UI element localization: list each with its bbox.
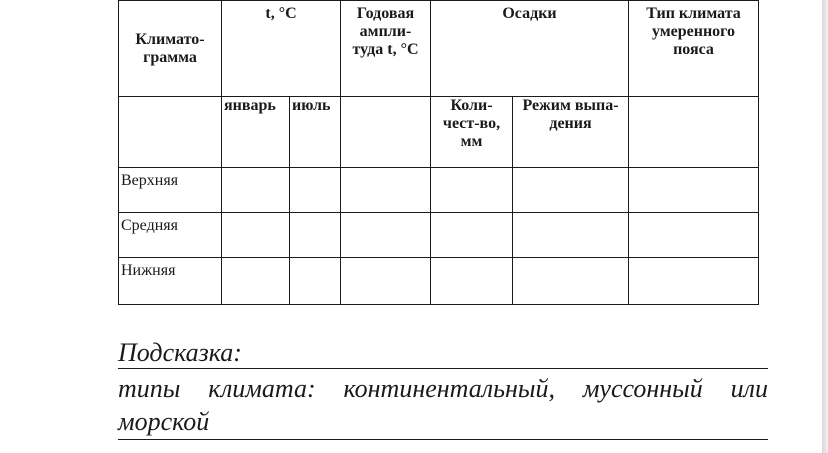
table-cell bbox=[513, 258, 629, 305]
hint-text-line: морской bbox=[118, 407, 210, 436]
subheader-empty-cell bbox=[629, 97, 759, 168]
table-row bbox=[119, 213, 759, 258]
row-label: Нижняя bbox=[119, 258, 222, 305]
table-cell bbox=[222, 168, 290, 213]
row-label: Верхняя bbox=[119, 168, 222, 213]
subheader-regime-text: Режим выпа-дения bbox=[522, 97, 619, 132]
table-cell bbox=[341, 213, 431, 258]
header-amplitude bbox=[341, 1, 431, 97]
climate-table bbox=[118, 0, 759, 305]
table-cell bbox=[431, 168, 513, 213]
subheader-amount-text: Коли-чест-во, мм bbox=[442, 97, 501, 150]
table-cell bbox=[431, 213, 513, 258]
table-cell bbox=[513, 168, 629, 213]
table-row bbox=[119, 258, 759, 305]
table-cell bbox=[290, 258, 341, 305]
header-row bbox=[119, 1, 759, 97]
table-cell bbox=[222, 213, 290, 258]
subheader-empty-cell bbox=[119, 97, 222, 168]
table-cell bbox=[222, 258, 290, 305]
header-precipitation: Осадки bbox=[431, 1, 629, 97]
subheader-empty-cell bbox=[341, 97, 431, 168]
subheader-amount bbox=[431, 97, 513, 168]
header-climate-type-text: Тип климата умеренного пояса bbox=[646, 5, 741, 58]
subheader-january: январь bbox=[222, 97, 290, 168]
subheader-july: июль bbox=[290, 97, 341, 168]
table-row bbox=[119, 168, 759, 213]
header-climatogram bbox=[119, 1, 222, 97]
header-amplitude-text: Годовая ампли-туда t, °C bbox=[352, 5, 419, 58]
row-label: Средняя bbox=[119, 213, 222, 258]
header-temperature: t, °C bbox=[222, 1, 341, 97]
subheader-row bbox=[119, 97, 759, 168]
table-cell bbox=[290, 168, 341, 213]
header-climatogram-text: Климато-грамма bbox=[135, 30, 205, 66]
hint-title: Подсказка: bbox=[118, 338, 242, 367]
header-climate-type bbox=[629, 1, 759, 97]
table-cell bbox=[629, 258, 759, 305]
table-cell bbox=[341, 168, 431, 213]
hint-text-line: типы климата: континентальный, муссонный или bbox=[118, 374, 768, 403]
table-cell bbox=[513, 213, 629, 258]
table-cell bbox=[431, 258, 513, 305]
hint-divider bbox=[118, 368, 768, 369]
table-cell bbox=[341, 258, 431, 305]
hint-bottom-rule bbox=[118, 439, 768, 440]
table-cell bbox=[629, 213, 759, 258]
table-cell bbox=[629, 168, 759, 213]
page-edge-shadow bbox=[822, 0, 828, 453]
table-cell bbox=[290, 213, 341, 258]
subheader-regime bbox=[513, 97, 629, 168]
